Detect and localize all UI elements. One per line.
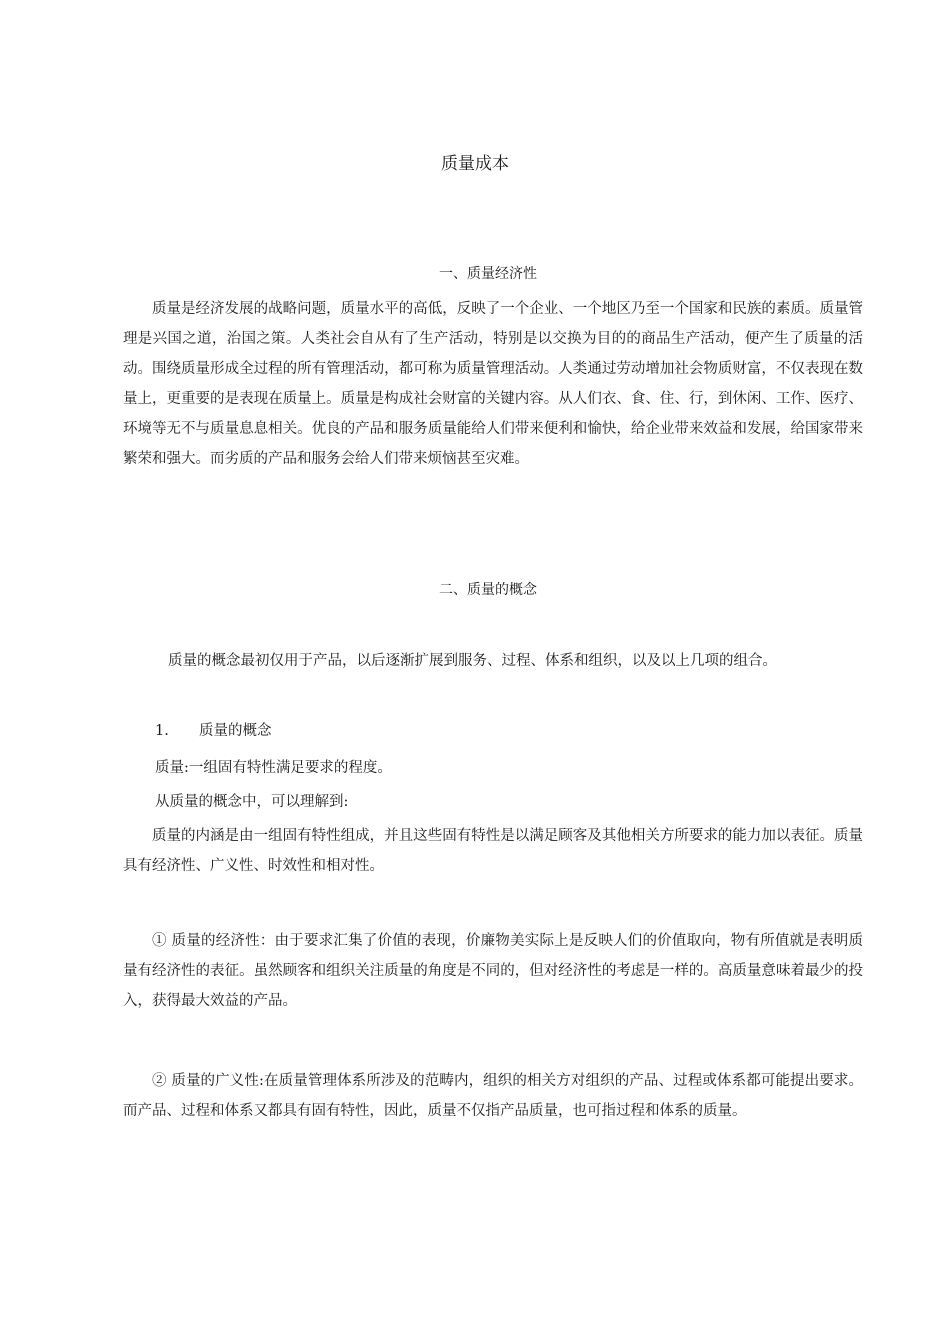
numbered-item-concept	[155, 721, 272, 741]
section-heading-economy: 一、质量经济性	[439, 266, 537, 282]
definition-text: 质量:一组固有特性满足要求的程度。	[155, 760, 392, 776]
paragraph-generality-point: ② 质量的广义性:在质量管理体系所涉及的范畴内，组织的相关方对组织的产品、过程或体系都可能提出要求。而产品、过程和体系又都具有固有特性，因此，质量不仅指产品质量，也可指过程和体系的质量。	[123, 1073, 863, 1119]
paragraph-connotation: 质量的内涵是由一组固有特性组成，并且这些固有特性是以满足顾客及其他相关方所要求的能力加以表征。质量具有经济性、广义性、时效性和相对性。	[123, 828, 863, 874]
item-number: 1.	[155, 723, 169, 739]
document-title: 质量成本	[441, 154, 509, 174]
understanding-text: 从质量的概念中，可以理解到:	[155, 794, 349, 810]
concept-intro-text: 质量的概念最初仅用于产品，以后逐渐扩展到服务、过程、体系和组织，以及以上几项的组合。	[168, 653, 777, 669]
item-title: 质量的概念	[199, 723, 272, 739]
paragraph-economy-point: ① 质量的经济性：由于要求汇集了价值的表现，价廉物美实际上是反映人们的价值取向，物有所值就是表明质量有经济性的表征。虽然顾客和组织关注质量的角度是不同的，但对经济性的考虑是一样的。高质量意味着最少的投入，获得最大效益的产品。	[123, 933, 863, 1009]
paragraph-quality-economy: 质量是经济发展的战略问题，质量水平的高低，反映了一个企业、一个地区乃至一个国家和民族的素质。质量管理是兴国之道，治国之策。人类社会自从有了生产活动，特别是以交换为目的的商品生产活动，便产生了质量的活动。围绕质量形成全过程的所有管理活动，都可称为质量管理活动。人类通过劳动增加社会物质财富，不仅表现在数量上，更重要的是表现在质量上。质量是构成社会财富的关键内容。从人们衣、食、住、行，到休闲、工作、医疗、环境等无不与质量息息相关。优良的产品和服务质量能给人们带来便利和愉快，给企业带来效益和发展，给国家带来繁荣和强大。而劣质的产品和服务会给人们带来烦恼甚至灾难。	[123, 301, 863, 467]
section-heading-concept: 二、质量的概念	[439, 582, 537, 598]
